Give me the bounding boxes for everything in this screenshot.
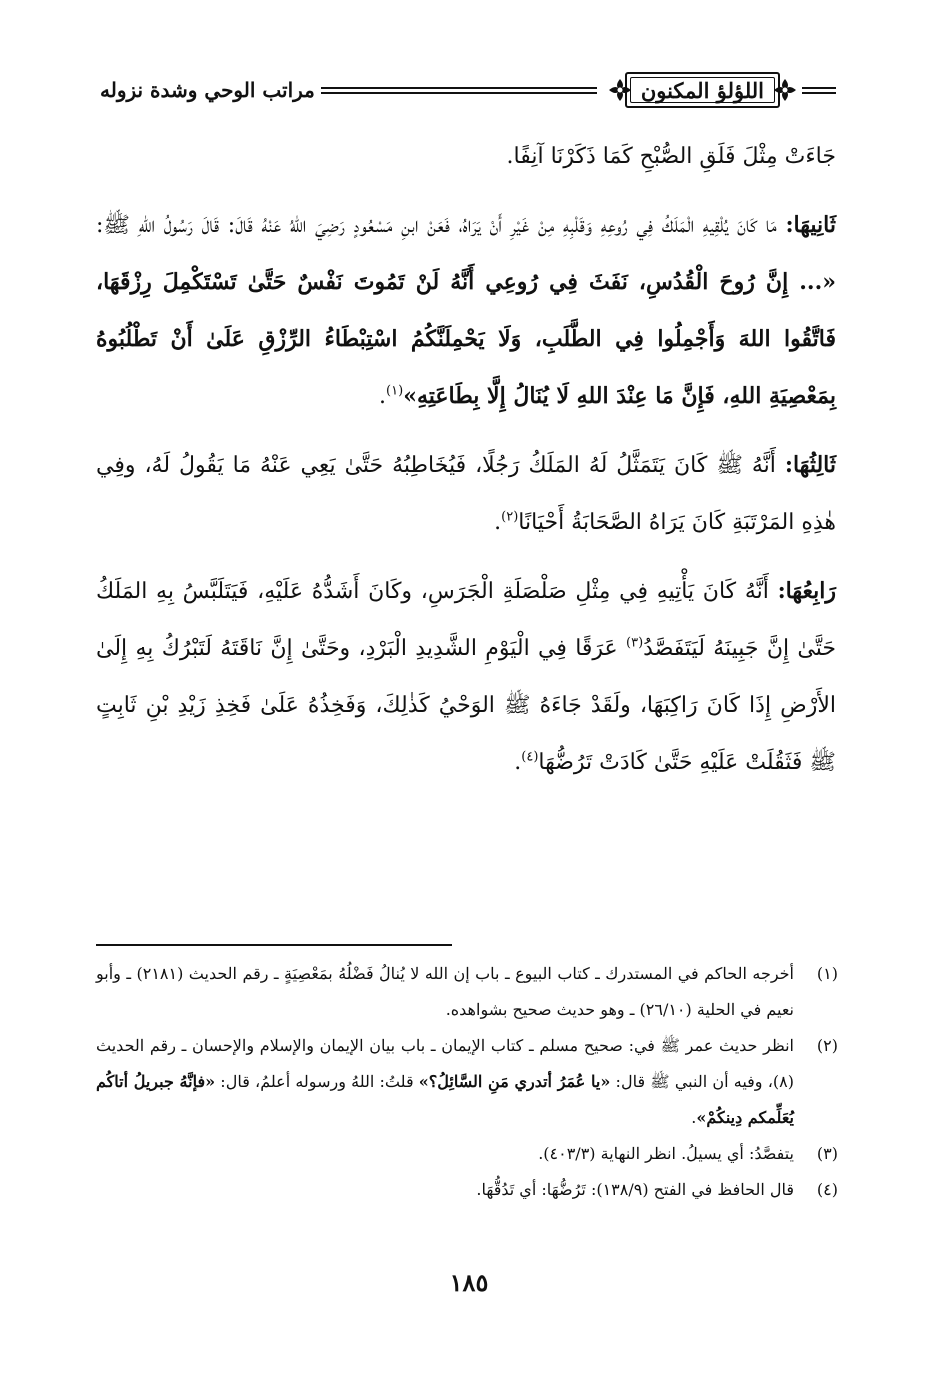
footnote-text: أخرجه الحاكم في المستدرك ـ كتاب البيوع ـ باب إن الله لا يُنالُ فَضْلُهُ بمَعْصِيَةٍ ـ رقم الحديث (٢١٨١) ـ وأبو نعيم في الحلية (٢٦/١٠) ـ وهو حديث صحيح بشواهده. <box>96 964 794 1019</box>
floral-ornament-icon <box>772 77 798 103</box>
footnote-ref[interactable]: (١) <box>386 383 404 399</box>
header-rule-right <box>802 87 836 94</box>
paragraph-lead: ثَانِيهَا: <box>785 212 836 238</box>
paragraph-text: عَرَقًا فِي الْيَوْمِ الشَّدِيدِ الْبَرْدِ، وحَتَّىٰ إِنَّ نَاقَتَهُ لَتَبْرُكُ بِهِ إِلَىٰ الأَرْضِ إِذَا كَانَ رَاكِبَهَا، ولَقَدْ جَاءَهُ ﷺ الوَحْيُ كَذٰلِكَ، وَفَخِذُهُ عَلَىٰ فَخِذِ زَيْدِ بْنِ ثَابِتٍ ﷺ فَثَقُلَتْ عَلَيْهِ حَتَّىٰ كَادَتْ تَرُضُّهَا <box>96 636 836 775</box>
footnote <box>96 1172 838 1208</box>
paragraph-text: جَاءَتْ مِثْلَ فَلَقِ الصُّبْحِ كَمَا ذَكَرْنَا آنِفًا. <box>506 144 836 169</box>
footnote <box>96 1028 838 1136</box>
footnote <box>96 956 838 1028</box>
footnote-number: (٣) <box>816 1144 838 1163</box>
floral-ornament-icon <box>607 77 633 103</box>
footnote-text-part: قلتُ: اللهُ ورسوله أعلمُ، قال: <box>215 1072 419 1091</box>
main-text <box>96 128 836 803</box>
footnote-separator <box>96 944 452 946</box>
footnote-number: (٤) <box>816 1180 838 1199</box>
footnote-text <box>96 1028 794 1136</box>
footnote-hadith-quote: «يا عُمَرُ أتدري مَنِ السَّائِلُ؟» <box>418 1072 611 1091</box>
book-title-cartouche <box>607 69 798 111</box>
footnote-ref[interactable]: (٢) <box>501 509 519 525</box>
book-title: اللؤلؤ المكنون <box>640 77 764 103</box>
paragraph <box>96 563 836 791</box>
header-rule-left <box>321 87 597 94</box>
footnote-ref[interactable]: (٣) <box>626 635 644 651</box>
paragraph-end: . <box>379 384 387 409</box>
section-title: مراتب الوحي وشدة نزوله <box>100 78 315 102</box>
footnote-number: (٢) <box>816 1036 838 1055</box>
footnote <box>96 1136 838 1172</box>
paragraph-text: مَا كَانَ يُلْقِيهِ الْمَلَكُ فِي رُوعِهِ وَقَلْبِهِ مِنْ غَيْرِ أَنْ يَرَاهُ، فَعَنْ ابنِ مَسْعُودٍ رَضِيَ اللهُ عَنْهُ قَالَ: قَالَ رَسُولُ اللهِ ﷺ: <box>96 213 786 238</box>
footnote-ref[interactable]: (٤) <box>521 749 539 765</box>
paragraph-lead: رَابِعُهَا: <box>777 578 836 604</box>
paragraph-end: . <box>514 750 522 775</box>
paragraph-text: أَنَّهُ ﷺ كَانَ يَتَمَثَّلُ لَهُ المَلَكُ رَجُلًا، فَيُخَاطِبُهُ حَتَّىٰ يَعِي عَنْهُ مَا يَقُولُ لَهُ، وفِي هٰذِهِ المَرْتَبَةِ كَانَ يَرَاهُ الصَّحَابَةُ أَحْيَانًا <box>96 453 836 535</box>
footnote-text-part: انظر حديث عمر ﷺ في: صحيح مسلم ـ كتاب الإيمان ـ باب بيان الإيمان والإسلام والإحسان ـ رقم الحديث (٨)، وفيه أن النبي ﷺ قال: <box>96 1036 794 1091</box>
paragraph-lead: ثَالِثُهَا: <box>784 452 836 478</box>
page-number: ١٨٥ <box>449 1268 489 1297</box>
footnote-text: قال الحافظ في الفتح (١٣٨/٩): تَرُضُّهَا: أي تَدُقُّهَا. <box>476 1180 794 1199</box>
paragraph-end: . <box>494 510 502 535</box>
footnotes <box>96 956 838 1208</box>
paragraph-text: أَنَّهُ كَانَ يَأْتِيهِ فِي مِثْلِ صَلْصَلَةِ الْجَرَسِ، وكَانَ أَشَدُّهُ عَلَيْهِ، فَيَتَلَبَّسُ بِهِ المَلَكُ حَتَّىٰ إِنَّ جَبِينَهُ لَيَتَفَصَّدُ <box>96 579 837 661</box>
paragraph <box>96 197 836 425</box>
footnote-text: يتفصَّدُ: أي يسيلُ. انظر النهاية (٤٠٣/٣). <box>538 1144 794 1163</box>
footnote-text-part: . <box>691 1108 697 1127</box>
hadith-quote: «... إِنَّ رُوحَ الْقُدُسِ، نَفَثَ فِي رُوعِي أَنَّهُ لَنْ تَمُوتَ نَفْسٌ حَتَّىٰ تَسْتَكْمِلَ رِزْقَهَا، فَاتَّقُوا اللهَ وَأَجْمِلُوا فِي الطَّلَبِ، وَلَا يَحْمِلَنَّكُمُ اسْتِبْطَاءُ الرِّزْقِ عَلَىٰ أَنْ تَطْلُبُوهُ بِمَعْصِيَةِ اللهِ، فَإِنَّ مَا عِنْدَ اللهِ لَا يُنَالُ إِلَّا بِطَاعَتِهِ» <box>96 269 836 409</box>
footnote-number: (١) <box>816 964 838 983</box>
running-header <box>96 62 836 118</box>
footnote-hadith-quote: «فإنَّهُ جبريلُ أتاكُم يُعَلِّمكم دِينكُمْ» <box>96 1072 794 1127</box>
paragraph <box>96 128 836 185</box>
paragraph <box>96 437 836 551</box>
